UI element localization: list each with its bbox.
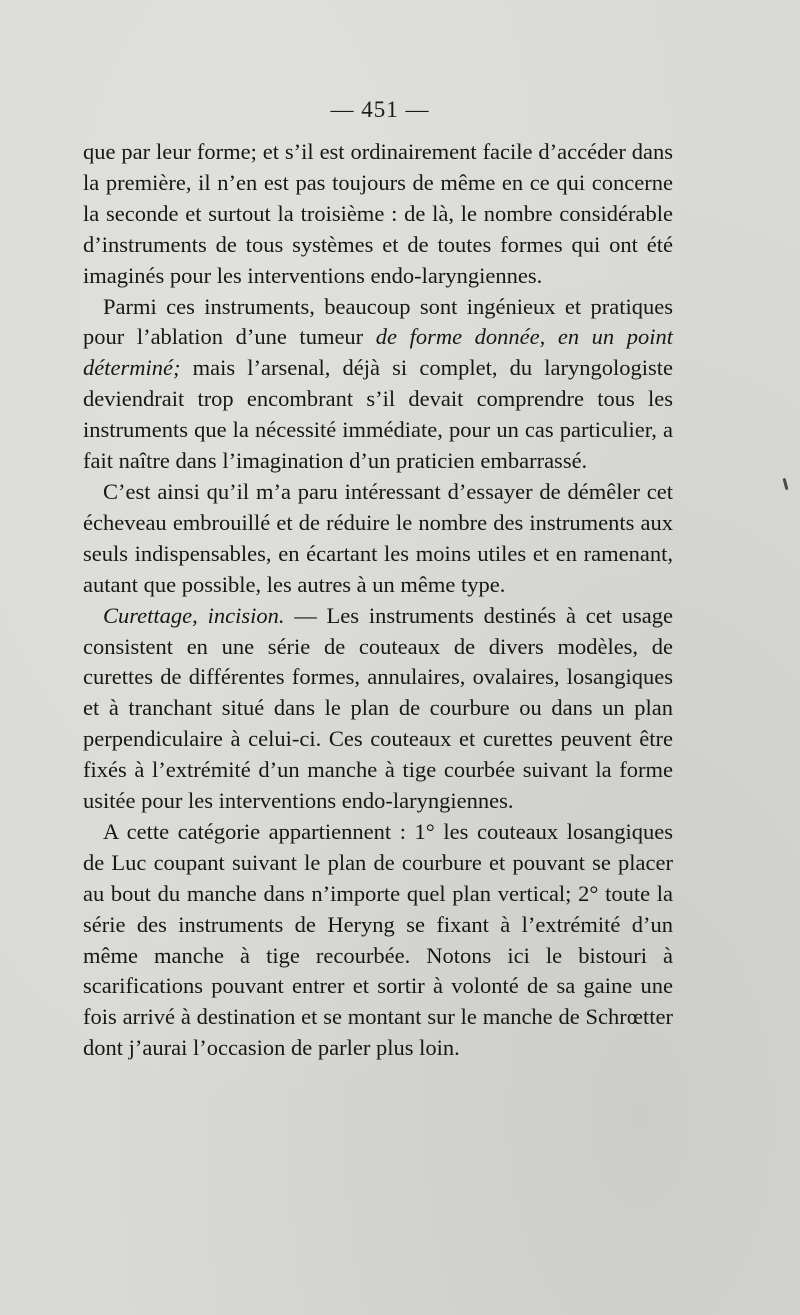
- text-run: que par leur forme; et s’il est ordinairement facile d’accéder dans la première, il n’en est pas toujours de même en ce qui concerne la seconde et surtout la troisième : de là, le nombre considérable d’instruments de tous systèmes et de toutes formes qui ont été imaginés pour les interventions endo-laryngiennes.: [83, 139, 673, 288]
- paragraph-1: [83, 137, 673, 292]
- paragraph-5: [83, 817, 673, 1064]
- italic-run: Curettage, incision.: [103, 602, 285, 628]
- paragraph-4: [83, 601, 673, 817]
- text-run: Parmi ces instruments, beaucoup sont ingénieux et pratiques pour l’ablation d’une tumeur: [83, 293, 673, 350]
- text-run: A cette catégorie appartiennent : 1° les couteaux losangiques de Luc coupant suivant le plan de courbure et pouvant se placer au bout du manche dans n’importe quel plan vertical; 2° toute la série des instruments de Heryng se fixant à l’extrémité d’un même manche à tige recourbée. Notons ici le bistouri à scarifications pouvant entrer et sortir à volonté de sa gaine une fois arrivé à destination et se montant sur le manche de Schrœtter dont j’aurai l’occasion de parler plus loin.: [83, 818, 673, 1061]
- ink-speck: [782, 478, 788, 490]
- italic-run: de forme donnée, en un point déterminé;: [83, 324, 673, 381]
- paragraph-2: [83, 292, 673, 477]
- page-number: — 451 —: [330, 97, 430, 122]
- text-run: — Les instruments destinés à cet usage consistent en une série de couteaux de divers modèles, de curettes de différentes formes, annulaires, ovalaires, losangiques et à tranchant situé dans le plan de courbure ou dans un plan perpendiculaire à celui-ci. Ces couteaux et curettes peuvent être fixés à l’extrémité d’un manche à tige courbée suivant la forme usitée pour les interventions endo-laryngiennes.: [83, 602, 673, 814]
- body-text: [83, 137, 673, 1064]
- paragraph-3: [83, 477, 673, 601]
- text-run: mais l’arsenal, déjà si complet, du laryngologiste deviendrait trop encombrant s’il devait comprendre tous les instruments que la nécessité immédiate, pour un cas particulier, a fait naître dans l’imagination d’un praticien embarrassé.: [83, 355, 673, 474]
- text-run: C’est ainsi qu’il m’a paru intéressant d’essayer de démêler cet écheveau embrouillé et de réduire le nombre des instruments aux seuls indispensables, en écartant les moins utiles et en ramenant, autant que possible, les autres à un même type.: [83, 478, 673, 597]
